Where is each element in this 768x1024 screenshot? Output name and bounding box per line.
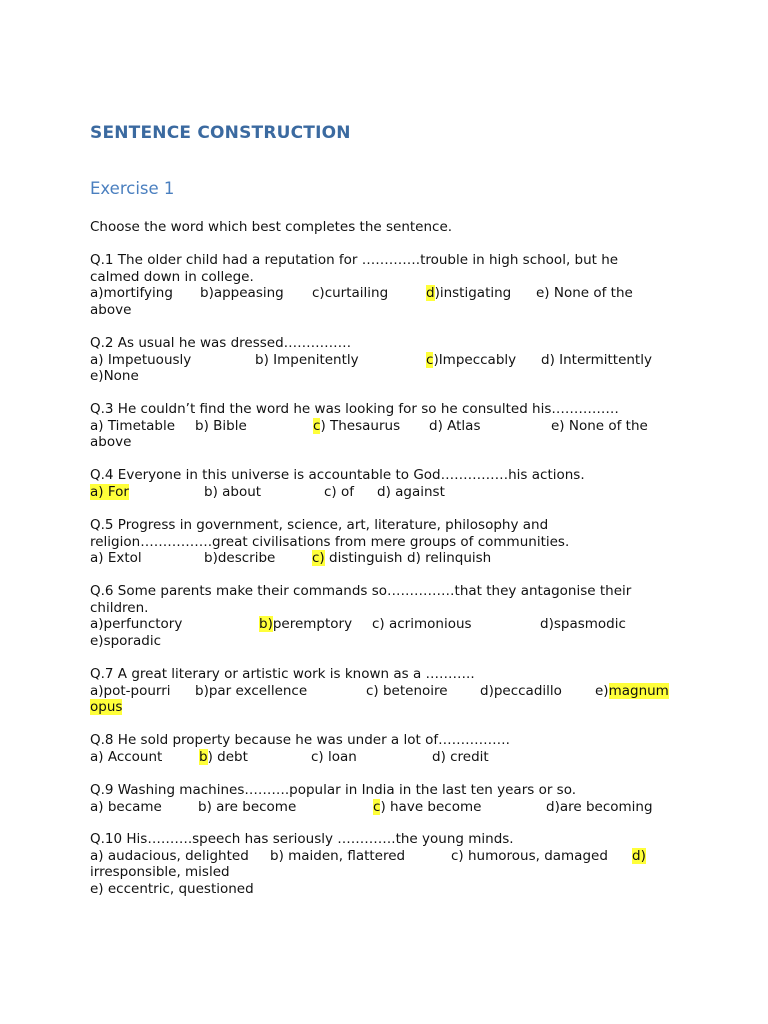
option-a: a)mortifying (90, 285, 173, 302)
answer-highlight-continued: opus (90, 699, 123, 716)
question-text: Q.4 Everyone in this universe is accountable to God……………his actions. (90, 467, 585, 483)
option-d: d) against (377, 483, 445, 500)
option-d: d) Atlas (429, 417, 481, 434)
answer-highlight: b (199, 748, 208, 765)
option-c: c) acrimonious (372, 616, 472, 633)
question-text: Q.8 He sold property because he was under a lot of……………. (90, 732, 510, 748)
option-c: c)Impeccably (426, 351, 517, 368)
question-text: calmed down in college. (90, 268, 254, 285)
option-b: b) Bible (195, 417, 247, 434)
answer-highlight: c (313, 417, 321, 434)
exercise-heading: Exercise 1 (90, 179, 175, 198)
question-9 (90, 782, 690, 815)
option-a: a) For (90, 483, 129, 500)
option-b: b) Impenitently (255, 351, 359, 368)
question-text: Q.2 As usual he was dressed…………… (90, 335, 352, 351)
option-a: a) Extol (90, 550, 142, 567)
option-d: d) Intermittently (541, 351, 652, 368)
answer-highlight: c (426, 351, 434, 368)
option-e: e)magnum (595, 682, 669, 699)
option-c: c)curtailing (312, 285, 389, 302)
option-e-continued: above (90, 434, 132, 451)
option-c: c) betenoire (366, 682, 448, 699)
question-text: Q.1 The older child had a reputation for ………….trouble in high school, but he (90, 252, 619, 268)
option-d: d)are becoming (546, 798, 653, 815)
option-a: a)pot-pourri (90, 682, 171, 699)
question-5 (90, 517, 690, 567)
option-a: a) Timetable (90, 417, 176, 434)
question-text: Q.5 Progress in government, science, art, literature, philosophy and (90, 517, 549, 533)
question-text: Q.10 His……….speech has seriously ………….the young minds. (90, 831, 514, 847)
option-c: c) humorous, damaged (451, 847, 608, 864)
option-a: a) Impetuously (90, 351, 192, 368)
option-b: b) debt (199, 748, 248, 765)
answer-highlight: c) (312, 550, 325, 567)
option-b: b)peremptory (259, 616, 353, 633)
question-text: Q.9 Washing machines……….popular in India in the last ten years or so. (90, 782, 577, 798)
question-text: religion…………….great civilisations from mere groups of communities. (90, 533, 570, 550)
option-d-continued: irresponsible, misled (90, 864, 230, 881)
option-d: d)peccadillo (480, 682, 562, 699)
option-a: a) became (90, 798, 162, 815)
question-1 (90, 252, 690, 318)
instruction-text: Choose the word which best completes the sentence. (90, 219, 453, 235)
question-text: Q.7 A great literary or artistic work is known as a ……….. (90, 666, 475, 682)
option-b: b)describe (204, 550, 276, 567)
question-3 (90, 401, 690, 451)
option-a: a) audacious, delighted (90, 847, 249, 864)
option-e: e)sporadic (90, 632, 162, 649)
option-c: c) loan (311, 748, 357, 765)
option-e-continued: above (90, 301, 132, 318)
answer-highlight: magnum (608, 682, 669, 699)
option-d: d) credit (432, 748, 489, 765)
option-c: c) distinguish (312, 550, 403, 567)
option-d: d)spasmodic (540, 616, 626, 633)
option-c: c) Thesaurus (313, 417, 401, 434)
answer-highlight: c (373, 798, 381, 815)
option-a: a) Account (90, 748, 163, 765)
option-e: e)None (90, 368, 139, 385)
question-8 (90, 732, 690, 765)
option-c: c) have become (373, 798, 482, 815)
question-10 (90, 831, 690, 897)
option-d: d) relinquish (407, 550, 492, 567)
question-text: children. (90, 599, 149, 616)
answer-highlight: b) (259, 616, 273, 633)
question-6 (90, 583, 690, 649)
page-title: SENTENCE CONSTRUCTION (90, 123, 351, 143)
option-d: d)instigating (426, 285, 512, 302)
option-a: a)perfunctory (90, 616, 183, 633)
answer-highlight: d (426, 285, 435, 302)
option-b: b)par excellence (195, 682, 308, 699)
option-e: e) None of the (551, 417, 648, 434)
question-4 (90, 467, 690, 500)
question-text: Q.3 He couldn’t find the word he was looking for so he consulted his…………… (90, 401, 619, 417)
option-e: e) None of the (536, 285, 633, 302)
option-b: b) about (204, 483, 262, 500)
question-2 (90, 335, 690, 385)
option-b: b) are become (198, 798, 297, 815)
option-e: e) eccentric, questioned (90, 880, 254, 897)
option-d: d) (632, 847, 646, 864)
question-7 (90, 666, 690, 716)
question-text: Q.6 Some parents make their commands so……………that they antagonise their (90, 583, 632, 599)
option-b: b) maiden, flattered (270, 847, 406, 864)
option-b: b)appeasing (200, 285, 284, 302)
option-c: c) of (324, 483, 354, 500)
